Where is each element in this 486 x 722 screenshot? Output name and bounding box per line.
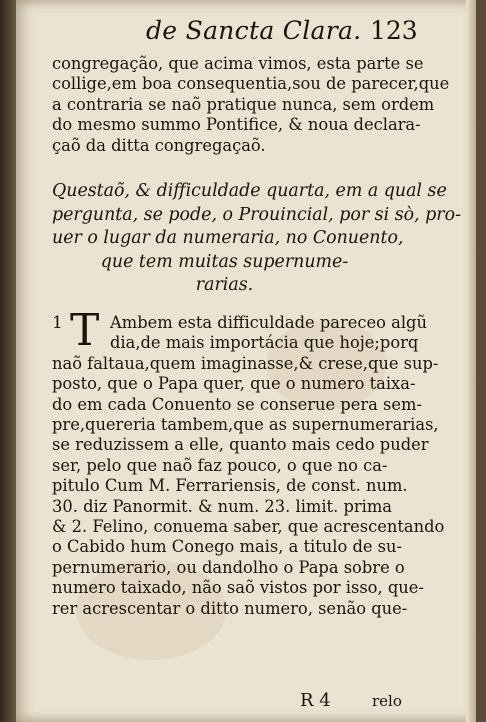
heading-line: uer o lugar da numeraria, no Conuento, [52, 228, 404, 248]
text-line: Ambem esta difficuldade pareceo algũ [110, 313, 427, 332]
text-line: numero taixado, não saõ vistos por isso, que- [52, 578, 424, 598]
text-line: a contraria se naõ pratique nunca, sem ordem [52, 94, 435, 114]
text-line: do em cada Conuento se conserue pera sem- [52, 394, 422, 414]
text-line: & 2. Felino, conuema saber, que acrescentando [52, 517, 445, 537]
heading-line: pergunta, se pode, o Prouincial, por si sò, pro- [52, 204, 461, 225]
section-heading [52, 180, 461, 298]
text-line: posto, que o Papa quer, que o numero taixa- [52, 374, 416, 394]
text-line: pernumerario, ou dandolho o Papa sobre o [52, 557, 405, 577]
page-number: 123 [370, 16, 418, 45]
text-line: se reduzissem a elle, quanto mais cedo puder [52, 435, 429, 455]
heading-line: rarias. [195, 275, 254, 295]
text-line: çaõ da ditta congregaçaõ. [52, 135, 266, 155]
heading-line: que tem muitas supernume- [100, 251, 349, 272]
book-gutter [0, 0, 16, 722]
text-line: rer acrescentar o ditto numero, senão que- [52, 598, 408, 618]
catchword: relo [372, 692, 402, 710]
page-edge [466, 0, 476, 722]
running-head: de Sancta Clara. [146, 16, 362, 45]
text-line: congregação, que acima vimos, esta parte se [52, 54, 424, 73]
section-number: 1 [52, 313, 63, 333]
text-line: collige,em boa consequentia,sou de parecer,que [52, 74, 450, 94]
text-line: pre,quereria tambem,que as supernumerarias, [52, 415, 439, 435]
heading-line: Questaõ, & difficuldade quarta, em a qual se [52, 181, 447, 201]
signature-mark: R 4 [300, 690, 331, 711]
paragraph-1 [52, 54, 450, 156]
text-line: naõ faltaua,quem imaginasse,& crese,que sup- [52, 353, 439, 373]
text-line: pitulo Cum M. Ferrariensis, de const. num. [52, 476, 408, 496]
body-paragraph [52, 313, 445, 619]
text-line: o Cabido hum Conego mais, a titulo de su- [52, 537, 403, 557]
text-line: ser, pelo que naõ faz pouco, o que no ca- [52, 455, 388, 475]
text-line: do mesmo summo Pontifice, & noua declara- [52, 115, 421, 135]
drop-cap: T [70, 305, 100, 356]
text-line: 30. diz Panormit. & num. 23. limit. prima [52, 496, 392, 516]
text-line: dia,de mais importácia que hoje;porq [110, 333, 419, 353]
